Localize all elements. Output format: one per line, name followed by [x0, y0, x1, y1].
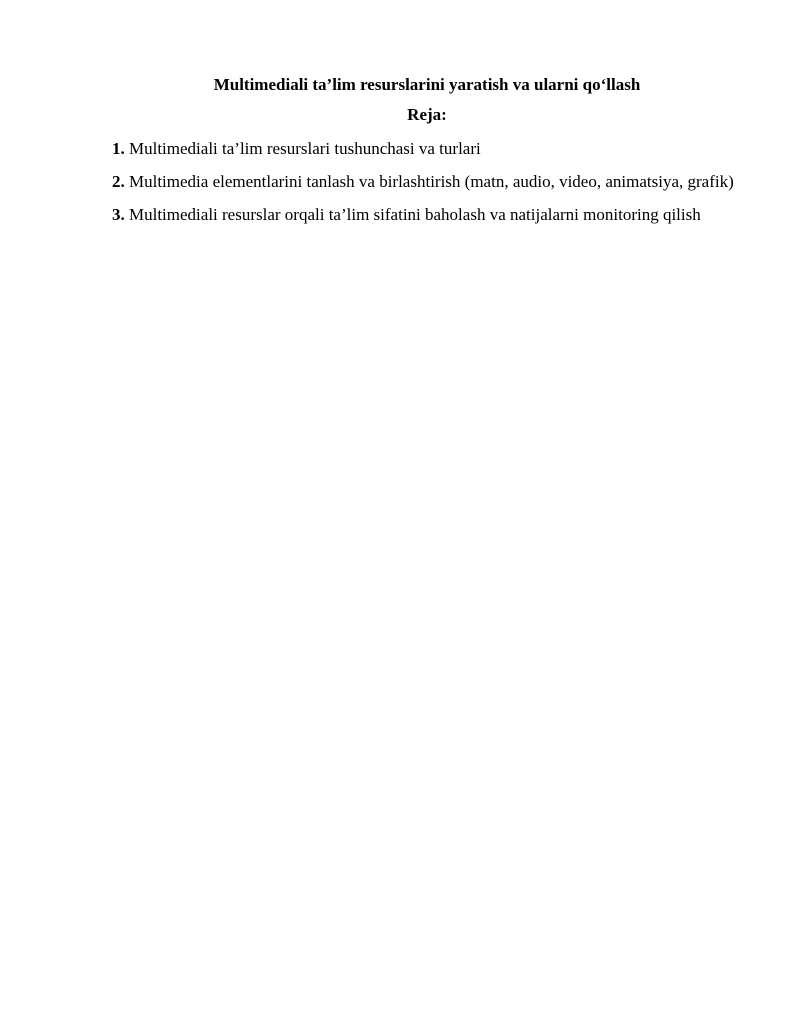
plan-item-2: [112, 165, 742, 198]
plan-item-text: Multimedia elementlarini tanlash va birlashtirish (matn, audio, video, animatsiya, grafik): [129, 172, 734, 191]
document-title: Multimediali ta’lim resurslarini yaratish va ularni qo‘llash: [213, 75, 641, 94]
plan-item-text: Multimediali resurslar orqali ta’lim sifatini baholash va natijalarni monitoring qilish: [129, 205, 701, 224]
plan-item-number: 3.: [112, 205, 125, 224]
document-content: [112, 70, 742, 231]
plan-item-number: 2.: [112, 172, 125, 191]
plan-list: [112, 132, 742, 231]
plan-heading: Reja:: [407, 105, 447, 124]
plan-item-text: Multimediali ta’lim resurslari tushunchasi va turlari: [129, 139, 481, 158]
plan-item-3: [112, 198, 742, 231]
plan-item-1: [112, 132, 742, 165]
plan-item-number: 1.: [112, 139, 125, 158]
